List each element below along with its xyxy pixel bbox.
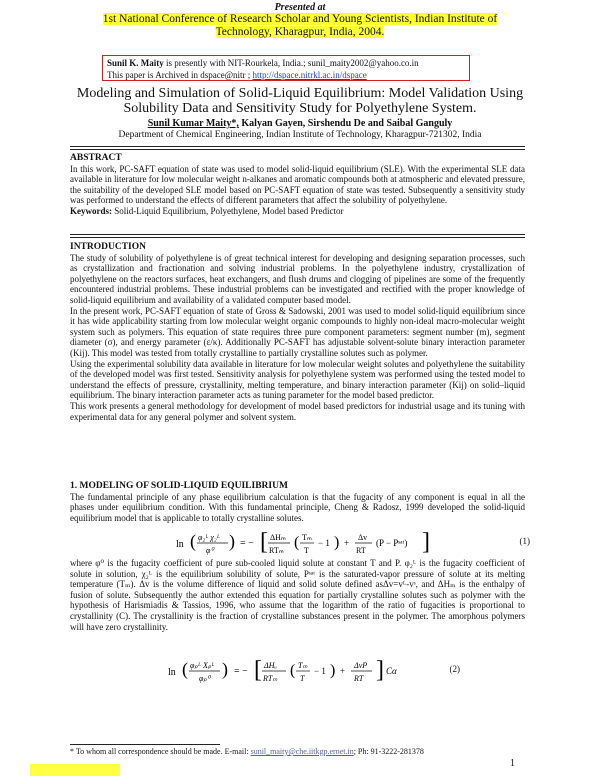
svg-text:φₚ⁰: φₚ⁰ [199, 674, 211, 683]
intro-paragraph-1: The study of solubility of polyethylene is of great technical interest for developing and designing separation processes, such as crystallization and fractionation and solving industrial problems. In the polyethylene industry, crystallization of polyethylene on the reactors surfaces, heat exchangers, and flush drums and clogging of pipelines are some of the frequently encountered industrial problems. These industrial problems can be investigated and rectified with the proper knowledge of solid-liquid equilibrium and availability of a validated computer based model. [70, 252, 525, 305]
equation-2-number: (2) [449, 664, 460, 674]
svg-text:− 1: − 1 [318, 538, 330, 548]
abstract-text: In this work, PC-SAFT equation of state was used to model solid-liquid equilibrium (SLE). With the experimental SLE data available in literature for low molecular weight n-alkanes and aromatic compounds both at atmospheric and elevated pressure, the suitability of the developed SLE model based on PC-SAFT equation of state was tested. Subsequently a sensitivity study was performed to understand the effects of different parameters that affect the solubility of polyethylene. [70, 163, 525, 206]
modeling-heading: 1. MODELING OF SOLID-LIQUID EQUILIBRIUM [70, 481, 288, 491]
footnote-email[interactable]: sunil_maity@che.iitkgp.ernet.in [250, 747, 354, 756]
conference-banner [90, 13, 510, 39]
archive-line [107, 69, 465, 81]
footnote-marker: * [70, 747, 74, 756]
abstract-heading: ABSTRACT [70, 153, 122, 163]
lead-author: Sunil Kumar Maity*, [147, 118, 239, 129]
svg-text:[: [ [260, 529, 268, 555]
modeling-paragraph-2: where φ⁰ is the fugacity coefficient of pure sub-cooled liquid solute at constant T and P. φ₂ᴸ is the fugacity coefficient of solute in solution, χ₂ᴸ is the equilibrium solubility of solute, Pˢᵃᵗ is the saturated-vapor pressure of solute at its melting temperature (Tₘ). Δv is the volume difference of liquid and solid solute defined asΔv=vᴸ-vˢ, and ΔHₘ is the enthalpy of fusion of solute. Subsequently the author extended this equation for partially crystalline solutes such as polymer with the hypothesis of Harismiadis & Tassios, 1996, who assume that the logarithm of the ratio of fugacities is proportional to crystallinity (C). The crystallinity is the fraction of crystalline substances present in the polymer. The amorphous polymers will have zero crystallinity. [70, 558, 525, 632]
author-affiliation-line [107, 57, 465, 69]
coauthors: Kalyan Gayen, Sirshendu De and Saibal Ganguly [238, 118, 453, 129]
footnote-divider [70, 744, 220, 745]
keywords-line [70, 206, 525, 217]
footnote-phone: ; Ph: 91-3222-281378 [353, 747, 424, 756]
svg-text:[: [ [254, 657, 262, 683]
svg-text:(: ( [294, 534, 300, 551]
svg-text:ln: ln [176, 539, 184, 550]
svg-text:Tₘ: Tₘ [302, 533, 312, 542]
svg-text:]: ] [422, 529, 430, 555]
title-divider [70, 146, 525, 150]
svg-text:RTₘ: RTₘ [269, 546, 284, 555]
footnote-text: To whom all correspondence should be made. E-mail: [74, 747, 251, 756]
svg-text:φ₂ᴸ χ₂ᴸ: φ₂ᴸ χ₂ᴸ [198, 533, 220, 542]
svg-text:ln: ln [168, 667, 176, 678]
svg-text:T: T [304, 546, 309, 555]
svg-text:= −: = − [234, 666, 248, 677]
intro-paragraph-2: In the present work, PC-SAFT equation of state of Gross & Sadowski, 2001 was used to model solid-liquid equilibrium since it has wide applicability starting from low molecular weight organic compounds to highly non-ideal macro-molecular weight system such as polymers. This equation of state requires three pure component parameters: segment number (m), segment diameter (σ), and energy parameter (ε/κ). Additionally PC-SAFT has adjustable solvent-solute binary interaction parameter (Kij). This model was tested from totally crystalline to partially crystalline solutes such as polymer. [70, 305, 525, 358]
archive-info-box [102, 55, 470, 81]
svg-text:): ) [229, 531, 235, 551]
svg-text:Tₘ: Tₘ [298, 661, 308, 670]
svg-text:T: T [300, 674, 305, 683]
archive-text: This paper is Archived in dspace@nitr ; [107, 70, 253, 80]
page-number: 1 [510, 758, 515, 769]
svg-text:Δv: Δv [358, 533, 368, 542]
svg-text:Cα: Cα [386, 666, 397, 676]
svg-text:]: ] [376, 657, 384, 683]
svg-text:): ) [330, 662, 336, 679]
conference-name: 1st National Conference of Research Scholar and Young Scientists, Indian Institute of Technology, Kharagpur, India, 2004. [102, 13, 498, 38]
svg-text:ΔHᵤ: ΔHᵤ [264, 661, 277, 670]
equation-1 [150, 528, 530, 558]
svg-text:RT: RT [354, 674, 364, 683]
svg-text:ΔvP: ΔvP [354, 661, 368, 670]
svg-text:(: ( [290, 662, 296, 679]
equation-1-number: (1) [519, 536, 530, 546]
intro-paragraph-3: Using the experimental solubility data available in literature for low molecular weight solutes and polyethylene the suitability of the developed model was first tested. Sensitivity analysis for polyethylene system was performed using the tested model to understand the effects of pressure, crystallinity, melting temperature, and binary interaction parameter (Kij) on solid–liquid equilibrium. The binary interaction parameter acts as tuning parameter for the model based predictor. [70, 358, 525, 401]
dspace-link[interactable]: http://dspace.nitrkl.ac.in/dspace [252, 70, 367, 80]
svg-text:(: ( [182, 659, 188, 679]
modeling-paragraph-1: The fundamental principle of any phase equilibrium calculation is that the fugacity of any component is equal in all the phases under equilibrium condition. With this fundamental principle, Cheng & Radosz, 1999 developed the solid-liquid equilibrium model that is applicable to totally crystalline solutes. [70, 491, 525, 523]
equation-1-formula [168, 528, 468, 558]
introduction-heading: INTRODUCTION [70, 242, 147, 252]
svg-text:RT: RT [356, 546, 366, 555]
author-list [0, 118, 600, 129]
svg-text:(P − Pˢᵃᵗ): (P − Pˢᵃᵗ) [376, 538, 408, 548]
equation-2 [150, 656, 530, 686]
department: Department of Chemical Engineering, Indian Institute of Technology, Kharagpur-721302, India [118, 130, 482, 140]
svg-text:+: + [340, 666, 346, 676]
author-name: Sunil K. Maity [107, 58, 164, 68]
modeling-section [70, 481, 525, 523]
modeling-text-2 [70, 558, 525, 632]
svg-text:= −: = − [240, 538, 254, 549]
svg-text:ΔHₘ: ΔHₘ [270, 533, 286, 542]
highlight-bar [30, 764, 120, 776]
svg-text:): ) [334, 534, 340, 551]
introduction-section [70, 242, 525, 422]
abstract-divider [70, 234, 525, 238]
svg-text:RTₘ: RTₘ [263, 674, 278, 683]
keywords-text: Solid-Liquid Equilibrium, Polyethylene, Model based Predictor [112, 205, 344, 216]
svg-text:(: ( [190, 531, 196, 551]
svg-text:φₚᴸ Xₚᴸ: φₚᴸ Xₚᴸ [190, 661, 215, 670]
svg-text:− 1: − 1 [314, 666, 326, 676]
intro-paragraph-4: This work presents a general methodology for development of model based predictors for industrial usage and its tuning with experimental data for any general polymer and solvent system. [70, 400, 525, 422]
affiliation-text: is presently with NIT-Rourkela, India.; sunil_maity2002@yahoo.co.in [163, 58, 419, 68]
footnote [70, 747, 540, 756]
paper-title: Modeling and Simulation of Solid-Liquid Equilibrium: Model Validation Using Solubility Data and Sensitivity Study for Polyethylene System. [76, 86, 524, 116]
svg-text:φ⁰: φ⁰ [206, 546, 214, 555]
keywords-label: Keywords: [70, 205, 112, 216]
presented-at-label: Presented at [274, 2, 326, 13]
equation-2-formula [168, 656, 468, 686]
svg-text:+: + [344, 538, 350, 548]
abstract-section [70, 153, 525, 217]
svg-text:): ) [222, 659, 228, 679]
